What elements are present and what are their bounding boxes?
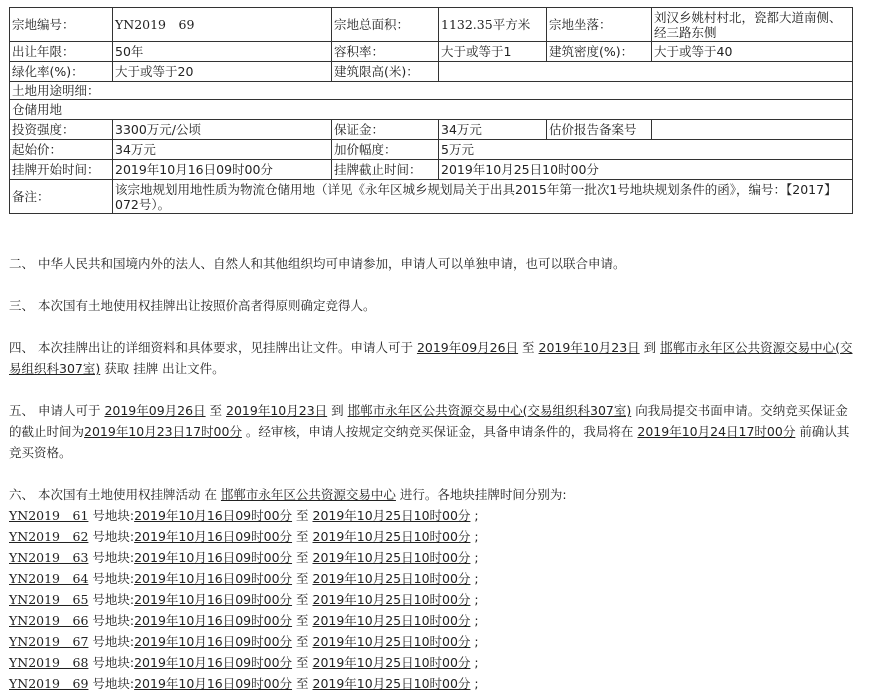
list-item [9, 505, 854, 526]
parcel-id-value: YN2019 69 [113, 8, 332, 42]
list-item [9, 526, 854, 547]
list-item [9, 589, 854, 610]
parcel-suffix: 号地块: [88, 613, 135, 628]
p4-start-date: 2019年09月26日 [416, 340, 519, 355]
schedule-start: 2019年10月16日09时00分 [134, 571, 293, 586]
table-row [10, 82, 853, 100]
bid-increment-label: 加价幅度： [332, 140, 439, 160]
parcel-info-table [9, 7, 853, 214]
schedule-start: 2019年10月16日09时00分 [134, 613, 293, 628]
p4-text: 获取 挂牌 出让文件。 [100, 361, 225, 376]
schedule-to: 至 [292, 571, 313, 586]
p6-text: 进行。各地块挂牌时间分别为: [395, 487, 567, 502]
schedule-to: 至 [292, 655, 313, 670]
deposit-label: 保证金： [332, 120, 439, 140]
list-item [9, 568, 854, 589]
schedule-to: 至 [292, 529, 313, 544]
list-item [9, 631, 854, 652]
list-item [9, 547, 854, 568]
lease-term-label: 出让年限： [10, 42, 113, 62]
schedule-end: 2019年10月25日10时00分 [312, 676, 471, 691]
building-density-value: 大于或等于40 [652, 42, 853, 62]
schedule-end: 2019年10月25日10时00分 [312, 571, 471, 586]
plot-ratio-value: 大于或等于1 [439, 42, 547, 62]
table-row [10, 180, 853, 214]
p5-deposit-deadline: 2019年10月23日17时00分 [84, 424, 242, 439]
remarks-value: 该宗地规划用地性质为物流仓储用地（详见《永年区城乡规划局关于出具2015年第一批次1号地块规划条件的函》，编号：【2017】072号）。 [113, 180, 853, 214]
p4-text: 至 [518, 340, 539, 355]
table-row [10, 8, 853, 42]
parcel-suffix: 号地块: [88, 571, 135, 586]
table-row [10, 42, 853, 62]
schedule-end: 2019年10月25日10时00分 [312, 655, 471, 670]
parcel-suffix: 号地块: [88, 508, 135, 523]
parcel-code: YN2019 69 [9, 676, 89, 691]
parcel-suffix: 号地块: [88, 634, 135, 649]
investment-intensity-value: 3300万元/公顷 [113, 120, 332, 140]
p4-end-date: 2019年10月23日 [538, 340, 640, 355]
paragraph-2: 二、 中华人民共和国境内外的法人、自然人和其他组织均可申请参加，申请人可以单独申请，也可以联合申请。 [9, 256, 626, 271]
parcel-suffix: 号地块: [88, 550, 135, 565]
schedule-tail: ; [470, 571, 479, 586]
p5-text: 向我局提交书面申请。交纳竞买保证金的截止时间为 [9, 403, 848, 439]
schedule-tail: ; [470, 550, 479, 565]
schedule-end: 2019年10月25日10时00分 [312, 613, 471, 628]
listing-end-value: 2019年10月25日10时00分 [439, 160, 853, 180]
table-row [10, 100, 853, 120]
parcel-code: YN2019 65 [9, 592, 89, 607]
parcel-code: YN2019 66 [9, 613, 89, 628]
paragraph-4 [9, 337, 854, 379]
table-row [10, 62, 853, 82]
table-row [10, 160, 853, 180]
p5-confirm-date: 2019年10月24日17时00分 [637, 424, 796, 439]
schedule-tail: ; [470, 613, 479, 628]
parcel-code: YN2019 62 [9, 529, 89, 544]
table-row [10, 120, 853, 140]
schedule-start: 2019年10月16日09时00分 [134, 634, 293, 649]
schedule-to: 至 [292, 676, 313, 691]
location-label: 宗地坐落： [547, 8, 652, 42]
height-limit-value [439, 62, 853, 82]
schedule-start: 2019年10月16日09时00分 [134, 550, 293, 565]
total-area-value: 1132.35平方米 [439, 8, 547, 42]
greening-rate-value: 大于或等于20 [113, 62, 332, 82]
schedule-start: 2019年10月16日09时00分 [134, 676, 293, 691]
p5-text: 前确认其竞买资格。 [9, 424, 850, 460]
schedule-tail: ; [470, 508, 479, 523]
schedule-end: 2019年10月25日10时00分 [312, 508, 471, 523]
schedule-end: 2019年10月25日10时00分 [312, 634, 471, 649]
list-item [9, 610, 854, 631]
plot-ratio-label: 容积率： [332, 42, 439, 62]
schedule-to: 至 [292, 613, 313, 628]
schedule-to: 至 [292, 550, 313, 565]
schedule-to: 至 [292, 592, 313, 607]
schedule-tail: ; [470, 592, 479, 607]
schedule-start: 2019年10月16日09时00分 [134, 529, 293, 544]
parcel-code: YN2019 67 [9, 634, 89, 649]
parcel-code: YN2019 68 [9, 655, 89, 670]
deposit-value: 34万元 [439, 120, 547, 140]
investment-intensity-label: 投资强度： [10, 120, 113, 140]
appraisal-record-value [652, 120, 853, 140]
paragraph-3: 三、 本次国有土地使用权挂牌出让按照价高者得原则确定竞得人。 [9, 298, 376, 313]
p5-text: 。经审核，申请人按规定交纳竞买保证金，具备申请条件的，我局将在 [241, 424, 638, 439]
remarks-label: 备注： [10, 180, 113, 214]
parcel-code: YN2019 61 [9, 508, 89, 523]
table-row [10, 140, 853, 160]
listing-start-label: 挂牌开始时间： [10, 160, 113, 180]
lease-term-value: 50年 [113, 42, 332, 62]
parcel-suffix: 号地块: [88, 529, 135, 544]
land-use-value: 仓储用地 [10, 100, 853, 120]
schedule-end: 2019年10月25日10时00分 [312, 550, 471, 565]
p5-text: 到 [327, 403, 348, 418]
appraisal-record-label: 估价报告备案号 [547, 120, 652, 140]
p6-text: 六、 本次国有土地使用权挂牌活动 在 [9, 487, 221, 502]
p4-text: 到 [639, 340, 661, 355]
starting-price-label: 起始价： [10, 140, 113, 160]
parcel-id-label: 宗地编号： [10, 8, 113, 42]
parcel-suffix: 号地块: [88, 592, 135, 607]
schedule-tail: ; [470, 529, 479, 544]
schedule-start: 2019年10月16日09时00分 [134, 592, 293, 607]
schedule-list [9, 505, 854, 694]
announcement-body [9, 253, 854, 694]
total-area-label: 宗地总面积： [332, 8, 439, 42]
p5-text: 至 [205, 403, 227, 418]
location-value: 刘汉乡姚村村北，瓷都大道南侧、经三路东侧 [652, 8, 853, 42]
height-limit-label: 建筑限高(米)： [332, 62, 439, 82]
p5-text: 五、 申请人可于 [9, 403, 105, 418]
land-use-detail-label: 土地用途明细： [10, 82, 853, 100]
paragraph-5 [9, 400, 854, 463]
p5-end-date: 2019年10月23日 [226, 403, 328, 418]
listing-start-value: 2019年10月16日09时00分 [113, 160, 332, 180]
schedule-to: 至 [292, 634, 313, 649]
schedule-start: 2019年10月16日09时00分 [134, 508, 293, 523]
schedule-tail: ; [470, 655, 479, 670]
starting-price-value: 34万元 [113, 140, 332, 160]
schedule-start: 2019年10月16日09时00分 [134, 655, 293, 670]
list-item [9, 673, 854, 694]
bid-increment-value: 5万元 [439, 140, 853, 160]
parcel-suffix: 号地块: [88, 655, 135, 670]
p4-place: 邯郸市永年区公共资源交易中心(交易组织科307室) [9, 340, 853, 376]
schedule-tail: ; [470, 634, 479, 649]
greening-rate-label: 绿化率(%)： [10, 62, 113, 82]
schedule-tail: ; [470, 676, 479, 691]
p6-place: 邯郸市永年区公共资源交易中心 [220, 487, 396, 502]
schedule-end: 2019年10月25日10时00分 [312, 592, 471, 607]
building-density-label: 建筑密度(%)： [547, 42, 652, 62]
p5-place: 邯郸市永年区公共资源交易中心(交易组织科307室) [347, 403, 632, 418]
list-item [9, 652, 854, 673]
parcel-code: YN2019 63 [9, 550, 89, 565]
p5-start-date: 2019年09月26日 [104, 403, 206, 418]
p4-text: 四、 本次挂牌出让的详细资料和具体要求，见挂牌出让文件。申请人可于 [9, 340, 417, 355]
paragraph-6 [9, 484, 854, 505]
schedule-end: 2019年10月25日10时00分 [312, 529, 471, 544]
parcel-code: YN2019 64 [9, 571, 89, 586]
schedule-to: 至 [292, 508, 313, 523]
parcel-suffix: 号地块: [88, 676, 135, 691]
listing-end-label: 挂牌截止时间： [332, 160, 439, 180]
